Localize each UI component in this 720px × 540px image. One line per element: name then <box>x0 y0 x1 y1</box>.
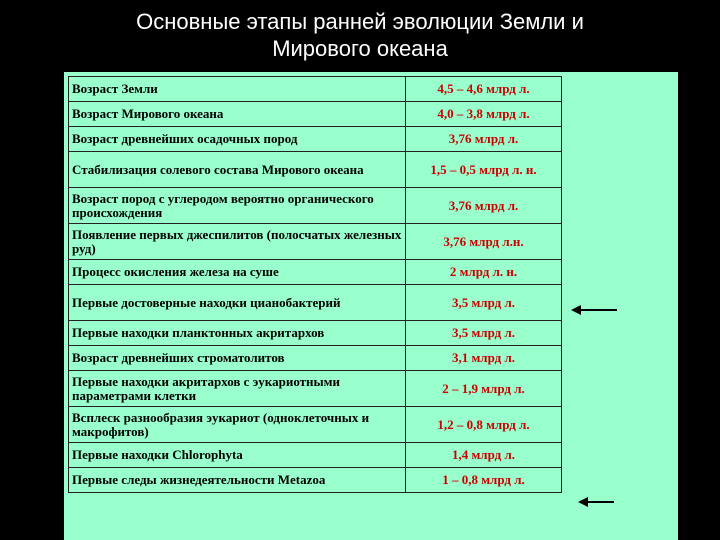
table-row <box>69 321 562 346</box>
age-cell: 4,5 – 4,6 млрд л. <box>406 77 562 102</box>
title-line-1: Основные этапы ранней эволюции Земли и <box>136 9 584 34</box>
event-cell: Первые находки акритархов с эукариотными параметрами клетки <box>69 371 406 407</box>
event-cell: Первые достоверные находки цианобактерий <box>69 285 406 321</box>
age-cell: 3,76 млрд л.н. <box>406 224 562 260</box>
event-cell: Возраст Мирового океана <box>69 102 406 127</box>
age-cell: 1,5 – 0,5 млрд л. н. <box>406 152 562 188</box>
table-row <box>69 224 562 260</box>
left-arrow-icon <box>569 300 619 320</box>
age-cell: 3,5 млрд л. <box>406 285 562 321</box>
table-row <box>69 188 562 224</box>
table-row <box>69 152 562 188</box>
table-row <box>69 77 562 102</box>
event-cell: Возраст древнейших осадочных пород <box>69 127 406 152</box>
event-cell: Возраст древнейших строматолитов <box>69 346 406 371</box>
slide-title <box>0 8 720 62</box>
age-cell: 1,2 – 0,8 млрд л. <box>406 407 562 443</box>
table-row <box>69 260 562 285</box>
table-row <box>69 102 562 127</box>
table-row <box>69 127 562 152</box>
age-cell: 3,76 млрд л. <box>406 188 562 224</box>
age-cell: 1,4 млрд л. <box>406 443 562 468</box>
age-cell: 1 – 0,8 млрд л. <box>406 468 562 493</box>
table-panel <box>64 72 678 540</box>
table-row <box>69 285 562 321</box>
age-cell: 3,1 млрд л. <box>406 346 562 371</box>
age-cell: 3,5 млрд л. <box>406 321 562 346</box>
evolution-stages-table <box>68 76 562 493</box>
event-cell: Возраст Земли <box>69 77 406 102</box>
age-cell: 4,0 – 3,8 млрд л. <box>406 102 562 127</box>
table-row <box>69 346 562 371</box>
event-cell: Первые находки Chlorophyta <box>69 443 406 468</box>
age-cell: 3,76 млрд л. <box>406 127 562 152</box>
age-cell: 2 млрд л. н. <box>406 260 562 285</box>
event-cell: Процесс окисления железа на суше <box>69 260 406 285</box>
event-cell: Появление первых джеспилитов (полосчатых железных руд) <box>69 224 406 260</box>
event-cell: Всплеск разнообразия эукариот (одноклеточных и макрофитов) <box>69 407 406 443</box>
event-cell: Возраст пород с углеродом вероятно органического происхождения <box>69 188 406 224</box>
event-cell: Стабилизация солевого состава Мирового океана <box>69 152 406 188</box>
table-row <box>69 407 562 443</box>
table-row <box>69 443 562 468</box>
table-row <box>69 371 562 407</box>
age-cell: 2 – 1,9 млрд л. <box>406 371 562 407</box>
event-cell: Первые находки планктонных акритархов <box>69 321 406 346</box>
title-line-2: Мирового океана <box>272 36 448 61</box>
left-arrow-icon <box>576 492 616 512</box>
table-row <box>69 468 562 493</box>
event-cell: Первые следы жизнедеятельности Metazoa <box>69 468 406 493</box>
